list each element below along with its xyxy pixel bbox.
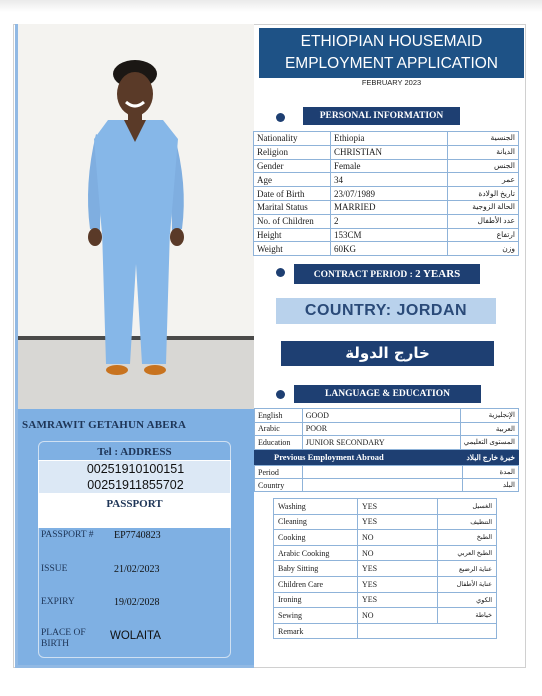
contract-period-years: 2 YEARS <box>415 268 461 280</box>
skill-row <box>274 592 497 608</box>
personal-row-label: Date of Birth <box>254 187 331 201</box>
language-row-label: Education <box>255 436 303 450</box>
expiry-date: 19/02/2028 <box>114 597 160 608</box>
language-row-value: GOOD <box>302 409 460 423</box>
skill-row-arabic: الطبخ العربي <box>438 545 497 561</box>
contract-period-header <box>294 264 480 284</box>
title-line-2: EMPLOYMENT APPLICATION <box>284 55 499 72</box>
language-row <box>255 436 519 450</box>
previous-row-value <box>303 466 463 479</box>
skill-row-arabic: خياطة <box>438 608 497 624</box>
skill-row-value: YES <box>358 514 438 530</box>
passport-header: PASSPORT <box>38 494 231 528</box>
personal-row-arabic: الحالة الزوجية <box>448 200 519 214</box>
skill-row-arabic: التنظيف <box>438 514 497 530</box>
skill-row-label: Children Care <box>274 576 358 592</box>
skill-row <box>274 561 497 577</box>
personal-row-label: Marital Status <box>254 200 331 214</box>
previous-row-label: Country <box>255 479 303 492</box>
language-education-header: LANGUAGE & EDUCATION <box>294 385 481 403</box>
skill-row-label: Baby Sitting <box>274 561 358 577</box>
personal-row-label: Religion <box>254 145 331 159</box>
applicant-photo <box>18 24 254 409</box>
passport-number-label: PASSPORT # <box>41 530 94 540</box>
personal-row-value: MARRIED <box>331 200 448 214</box>
expiry-label: EXPIRY <box>41 597 75 607</box>
phone-number-1: 00251910100151 <box>86 462 185 476</box>
place-of-birth-label-2: BIRTH <box>41 639 69 649</box>
personal-row-arabic: ارتفاع <box>448 228 519 242</box>
personal-row-arabic: تاريخ الولادة <box>448 187 519 201</box>
skill-row <box>274 576 497 592</box>
previous-row <box>255 479 519 492</box>
personal-row <box>254 145 519 159</box>
previous-row <box>255 466 519 479</box>
personal-row-label: No. of Children <box>254 214 331 228</box>
previous-row-arabic: البلد <box>463 479 519 492</box>
page-top-shadow <box>0 0 542 12</box>
personal-row-label: Height <box>254 228 331 242</box>
personal-row-label: Weight <box>254 242 331 256</box>
personal-row <box>254 173 519 187</box>
personal-row-value: Ethiopia <box>331 132 448 146</box>
personal-row-arabic: الجنسية <box>448 132 519 146</box>
language-row-label: English <box>255 409 303 423</box>
personal-row <box>254 200 519 214</box>
personal-row-arabic: الديانة <box>448 145 519 159</box>
personal-row-value: 60KG <box>331 242 448 256</box>
personal-row-value: 23/07/1989 <box>331 187 448 201</box>
personal-row <box>254 159 519 173</box>
previous-row-arabic: المدة <box>463 466 519 479</box>
skill-row <box>274 499 497 515</box>
application-date: FEBRUARY 2023 <box>361 78 422 87</box>
skill-row <box>274 514 497 530</box>
previous-employment-header <box>254 450 519 465</box>
language-bullet-icon <box>276 390 285 399</box>
skill-row-label: Ironing <box>274 592 358 608</box>
personal-row-value: CHRISTIAN <box>331 145 448 159</box>
remark-label: Remark <box>274 623 358 639</box>
skill-row-label: Cleaning <box>274 514 358 530</box>
place-of-birth: WOLAITA <box>110 630 161 642</box>
phone-box <box>38 460 231 494</box>
skill-row <box>274 545 497 561</box>
skill-row-label: Sewing <box>274 608 358 624</box>
skill-row-value: YES <box>358 576 438 592</box>
personal-row-arabic: عدد الأطفال <box>448 214 519 228</box>
previous-row-label: Period <box>255 466 303 479</box>
title-line-1: ETHIOPIAN HOUSEMAID <box>300 33 483 50</box>
applicant-name: SAMRAWIT GETAHUN ABERA <box>22 419 187 431</box>
personal-row <box>254 214 519 228</box>
skill-row-label: Washing <box>274 499 358 515</box>
issue-date: 21/02/2023 <box>114 564 160 575</box>
tel-address-label: Tel : ADDRESS <box>97 446 172 458</box>
person-figure <box>18 24 254 409</box>
skill-row-value: YES <box>358 592 438 608</box>
personal-info-table <box>253 131 519 256</box>
personal-row <box>254 228 519 242</box>
personal-row-arabic: عمر <box>448 173 519 187</box>
personal-row <box>254 187 519 201</box>
personal-row-value: 153CM <box>331 228 448 242</box>
skill-row <box>274 608 497 624</box>
skill-row-label: Arabic Cooking <box>274 545 358 561</box>
personal-row <box>254 242 519 256</box>
personal-row-arabic: الجنس <box>448 159 519 173</box>
personal-info-header: PERSONAL INFORMATION <box>303 107 460 125</box>
remark-row <box>274 623 497 639</box>
place-of-birth-label-1: PLACE OF <box>41 628 86 638</box>
previous-employment-label: Previous Employment Abroad <box>274 452 384 462</box>
language-row <box>255 422 519 436</box>
abroad-arabic-banner: خارج الدولة <box>281 341 494 366</box>
destination-country: COUNTRY: JORDAN <box>276 298 496 324</box>
contract-period-label: CONTRACT PERIOD : <box>313 270 413 280</box>
language-row-label: Arabic <box>255 422 303 436</box>
skill-row-arabic: الغسيل <box>438 499 497 515</box>
personal-row-label: Age <box>254 173 331 187</box>
skills-table <box>273 498 497 639</box>
passport-number: EP7740823 <box>114 530 161 541</box>
issue-label: ISSUE <box>41 564 68 574</box>
skill-row-arabic: الكوي <box>438 592 497 608</box>
skill-row-arabic: الطبخ <box>438 530 497 546</box>
skill-row-value: YES <box>358 561 438 577</box>
language-row-value: POOR <box>302 422 460 436</box>
personal-row-arabic: وزن <box>448 242 519 256</box>
skill-row-arabic: عناية الأطفال <box>438 576 497 592</box>
previous-employment-table <box>254 465 519 492</box>
skill-row-arabic: عناية الرضيع <box>438 561 497 577</box>
remark-value <box>358 623 497 639</box>
application-title <box>259 28 524 78</box>
personal-row <box>254 132 519 146</box>
phone-number-2: 00251911855702 <box>87 478 184 492</box>
personal-row-value: Female <box>331 159 448 173</box>
skill-row-value: NO <box>358 545 438 561</box>
skill-row-value: NO <box>358 530 438 546</box>
previous-employment-arabic: خبرة خارج البلاد <box>466 453 515 462</box>
language-row-arabic: المستوى التعليمي <box>460 436 518 450</box>
language-row-value: JUNIOR SECONDARY <box>302 436 460 450</box>
language-table <box>254 408 519 450</box>
language-row <box>255 409 519 423</box>
skill-row-value: NO <box>358 608 438 624</box>
personal-bullet-icon <box>276 113 285 122</box>
language-row-arabic: الإنجليزية <box>460 409 518 423</box>
skill-row <box>274 530 497 546</box>
skill-row-value: YES <box>358 499 438 515</box>
skill-row-label: Cooking <box>274 530 358 546</box>
previous-row-value <box>303 479 463 492</box>
language-row-arabic: العربية <box>460 422 518 436</box>
personal-row-label: Nationality <box>254 132 331 146</box>
contract-bullet-icon <box>276 268 285 277</box>
personal-row-label: Gender <box>254 159 331 173</box>
personal-row-value: 2 <box>331 214 448 228</box>
personal-row-value: 34 <box>331 173 448 187</box>
